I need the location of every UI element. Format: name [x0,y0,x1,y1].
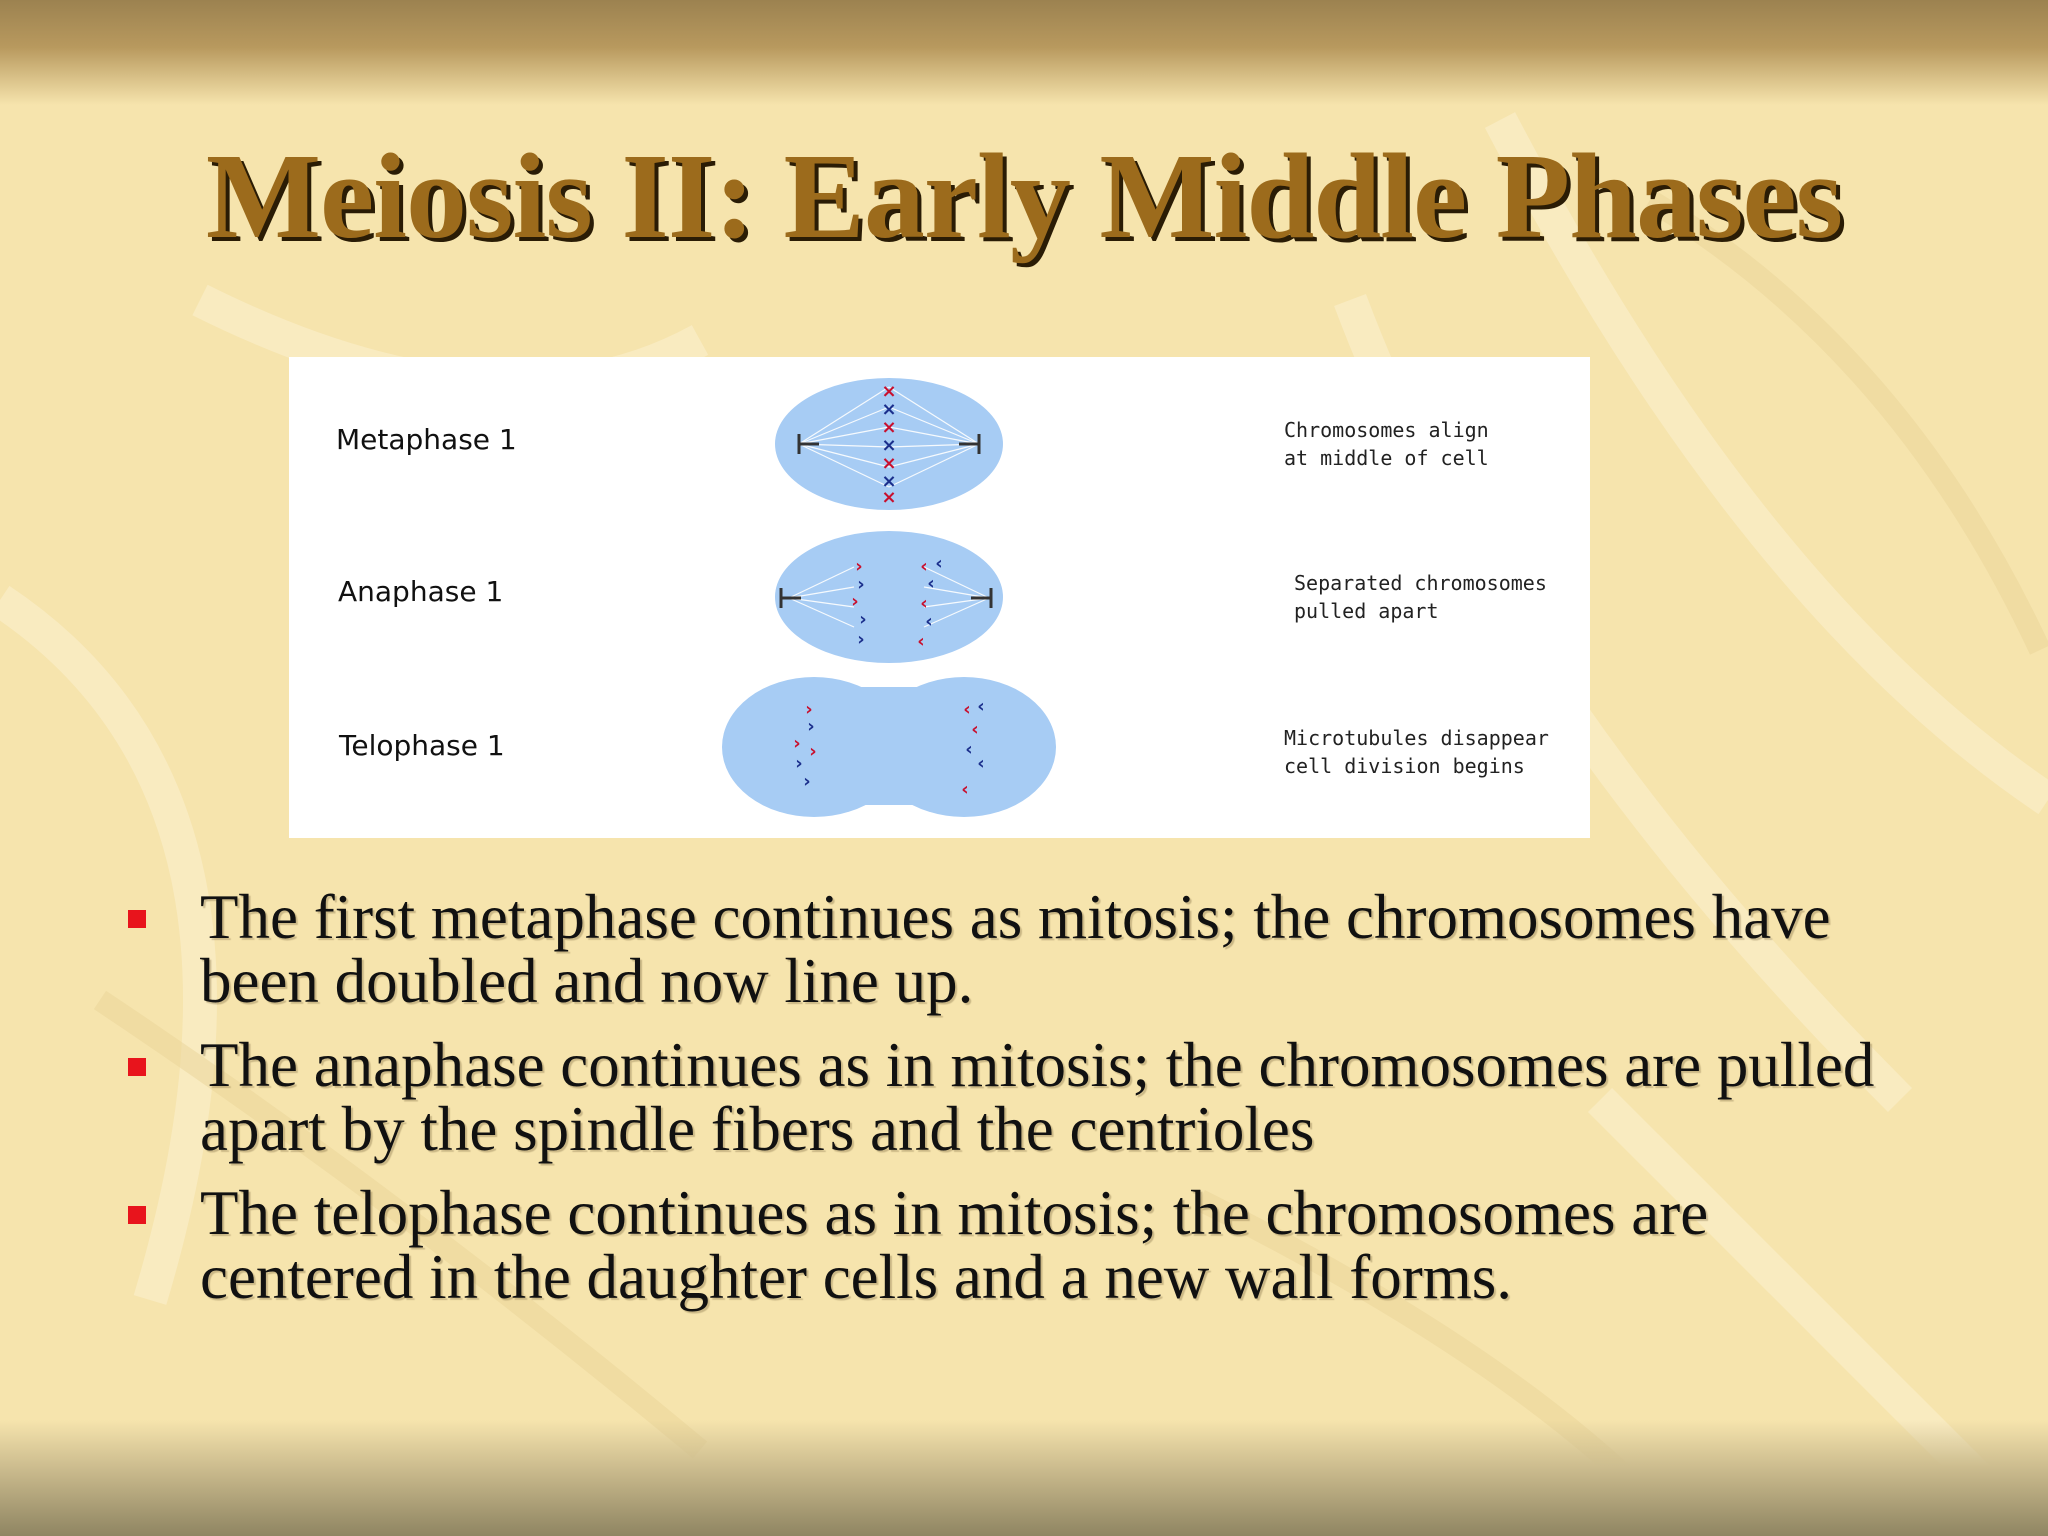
svg-text:‹: ‹ [935,553,943,574]
bullet-text: The telophase continues as in mitosis; the chromosomes are centered in the daughter cells and a new wall forms. [200,1178,1709,1312]
bottom-gradient-band [0,1420,2048,1536]
svg-text:‹: ‹ [977,696,985,717]
svg-text:›: › [851,591,859,612]
svg-text:×: × [881,435,897,456]
svg-text:›: › [803,771,811,792]
slide-title: Meiosis II: Early Middle Phases [205,129,1843,264]
svg-text:‹: ‹ [925,611,933,632]
svg-text:‹: ‹ [927,573,935,594]
square-bullet-icon [128,1206,146,1224]
svg-text:›: › [793,733,801,754]
svg-text:›: › [807,716,815,737]
bullet-list [120,882,1920,1329]
anaphase-cell [775,531,1003,663]
square-bullet-icon [128,1058,146,1076]
svg-text:×: × [881,417,897,438]
square-bullet-icon [128,910,146,928]
bullet-item [120,1178,1920,1312]
svg-text:‹: ‹ [971,719,979,740]
svg-text:›: › [857,629,865,650]
svg-text:×: × [881,453,897,474]
svg-text:‹: ‹ [965,739,973,760]
svg-text:×: × [881,487,897,508]
svg-text:‹: ‹ [917,631,925,652]
svg-text:›: › [795,753,803,774]
svg-text:×: × [881,381,897,402]
svg-text:‹: ‹ [977,753,985,774]
meiosis-diagram [289,357,1590,838]
metaphase-cell [775,378,1003,510]
bullet-item [120,882,1920,1016]
anaphase-label: Anaphase 1 [338,575,504,608]
top-gradient-band [0,0,2048,105]
svg-text:›: › [857,574,865,595]
svg-text:‹: ‹ [920,556,928,577]
svg-text:›: › [805,699,813,720]
metaphase-label: Metaphase 1 [336,423,517,456]
svg-text:×: × [881,471,897,492]
svg-text:›: › [855,556,863,577]
telophase-label: Telophase 1 [339,729,505,762]
svg-text:×: × [881,399,897,420]
bullet-text: The anaphase continues as in mitosis; the chromosomes are pulled apart by the spindle fibers and the centrioles [200,1030,1875,1164]
svg-text:›: › [809,741,817,762]
svg-text:‹: ‹ [961,779,969,800]
anaphase-note: Separated chromosomes pulled apart [1294,571,1547,623]
bullet-text: The first metaphase continues as mitosis; the chromosomes have been doubled and now line up. [200,882,1831,1016]
svg-text:‹: ‹ [920,593,928,614]
svg-text:‹: ‹ [963,699,971,720]
telophase-note: Microtubules disappear cell division begins [1284,726,1549,778]
svg-text:›: › [859,609,867,630]
bullet-item [120,1030,1920,1164]
metaphase-note: Chromosomes align at middle of cell [1284,418,1489,470]
telophase-cell [722,677,1056,817]
